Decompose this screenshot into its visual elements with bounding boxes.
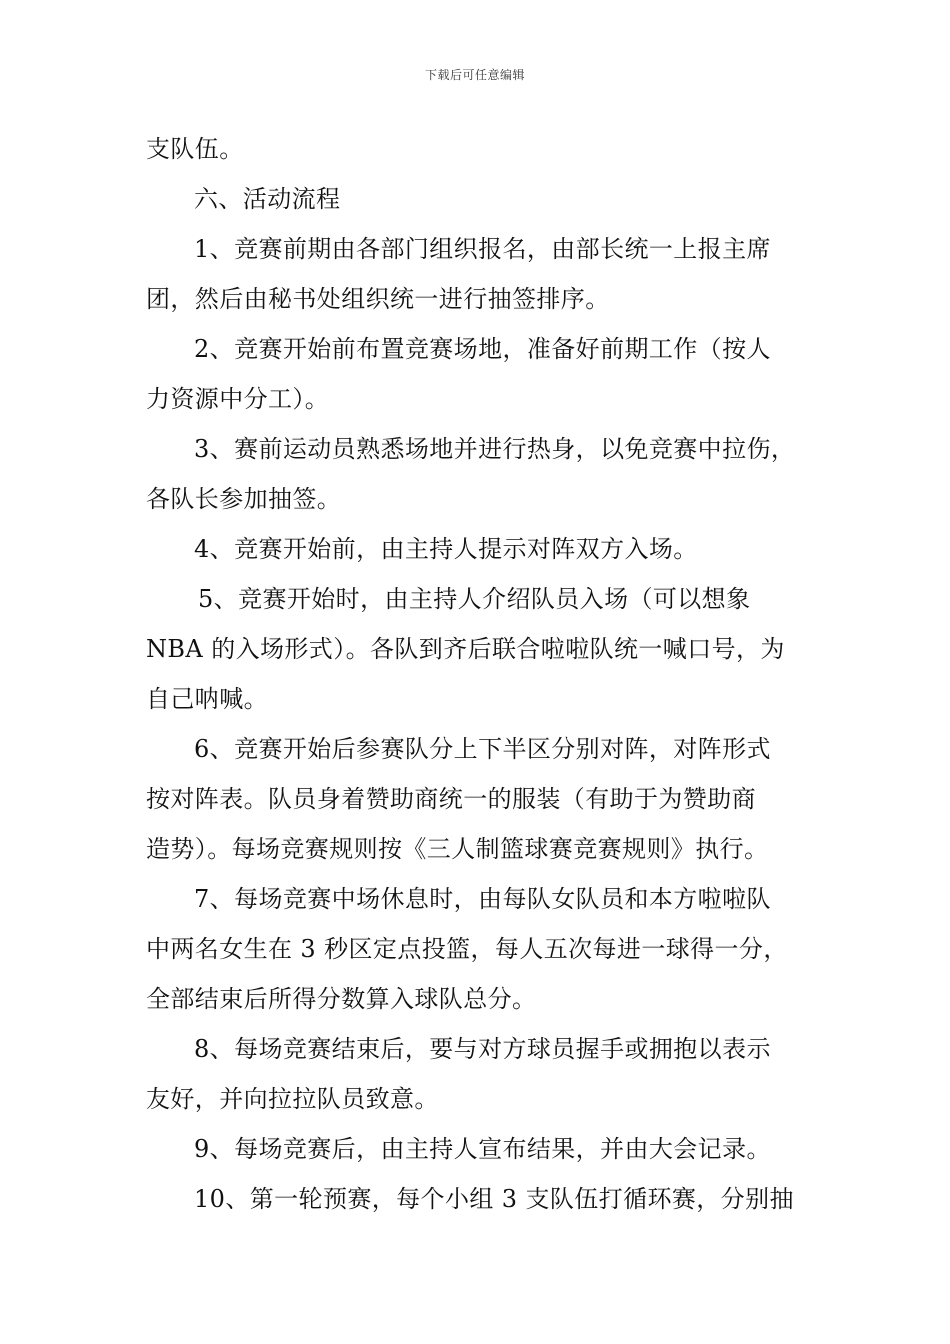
text-line-1: 支队伍。 xyxy=(146,135,244,163)
text-line-11: NBA 的入场形式）。各队到齐后联合啦啦队统一喊口号，为 xyxy=(146,635,785,663)
text-line-18: 全部结束后所得分数算入球队总分。 xyxy=(146,985,537,1013)
text-line-22: 10、第一轮预赛，每个小组 3 支队伍打循环赛，分别抽 xyxy=(194,1185,794,1213)
text-line-20: 友好，并向拉拉队员致意。 xyxy=(146,1085,439,1113)
text-line-15: 造势）。每场竞赛规则按《三人制篮球赛竞赛规则》执行。 xyxy=(146,835,769,863)
text-line-3: 1、竞赛前期由各部门组织报名，由部长统一上报主席 xyxy=(194,235,771,263)
text-line-9: 4、竞赛开始前，由主持人提示对阵双方入场。 xyxy=(194,535,698,563)
text-line-21: 9、每场竞赛后，由主持人宣布结果，并由大会记录。 xyxy=(194,1135,771,1163)
text-line-8: 各队长参加抽签。 xyxy=(146,485,342,513)
text-line-6: 力资源中分工）。 xyxy=(146,385,330,413)
text-line-14: 按对阵表。队员身着赞助商统一的服装（有助于为赞助商 xyxy=(146,785,756,813)
text-line-13: 6、竞赛开始后参赛队分上下半区分别对阵，对阵形式 xyxy=(194,735,771,763)
text-line-10: 5、竞赛开始时，由主持人介绍队员入场（可以想象 xyxy=(198,585,751,613)
section-heading: 六、活动流程 xyxy=(194,185,341,213)
text-line-12: 自己呐喊。 xyxy=(146,685,268,713)
page-header: 下载后可任意编辑 xyxy=(424,68,525,82)
text-line-5: 2、竞赛开始前布置竞赛场地，准备好前期工作（按人 xyxy=(194,335,771,363)
text-line-4: 团，然后由秘书处组织统一进行抽签排序。 xyxy=(146,285,610,313)
text-line-7: 3、赛前运动员熟悉场地并进行热身，以免竞赛中拉伤， xyxy=(194,435,796,463)
text-line-17: 中两名女生在 3 秒区定点投篮，每人五次每进一球得一分， xyxy=(146,935,788,963)
text-line-19: 8、每场竞赛结束后，要与对方球员握手或拥抱以表示 xyxy=(194,1035,771,1063)
text-line-16: 7、每场竞赛中场休息时，由每队女队员和本方啦啦队 xyxy=(194,885,771,913)
